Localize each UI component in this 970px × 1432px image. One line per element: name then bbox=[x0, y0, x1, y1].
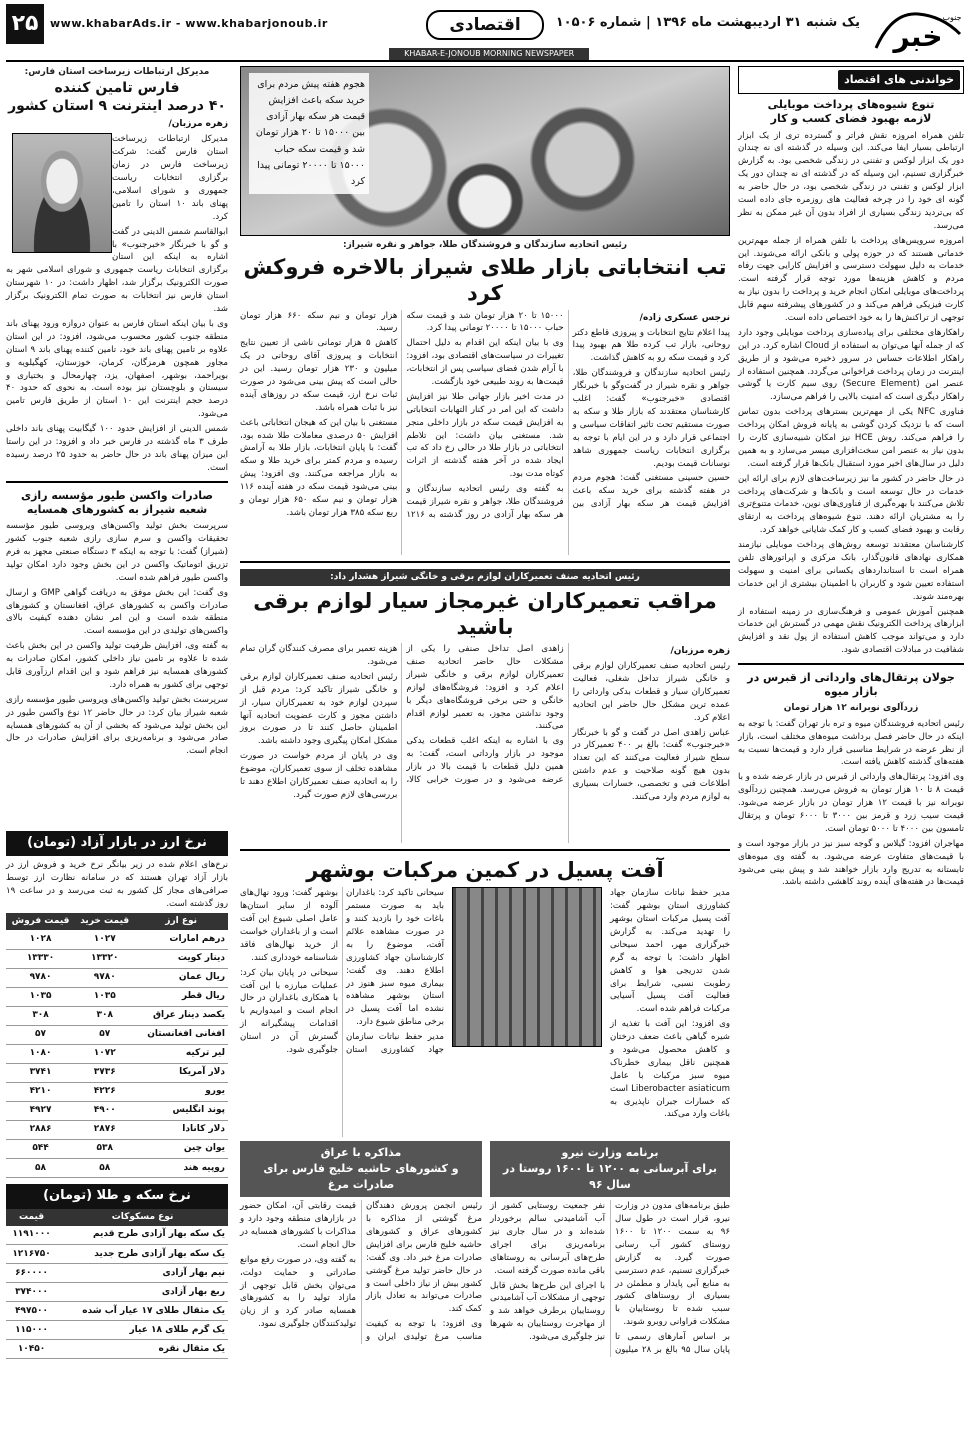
article-headline-line2: برای آبرسانی به ۱۲۰۰ تا ۱۶۰۰ روستا در سال ۹۶ bbox=[503, 1162, 717, 1192]
table-row bbox=[6, 1025, 228, 1044]
table-cell: ۱۳۳۳۰ bbox=[6, 949, 75, 968]
table-header: نوع مسکوکات bbox=[57, 1209, 228, 1226]
table-cell: ۱۱۹۱۰۰۰ bbox=[6, 1226, 57, 1245]
svg-text:جنوب: جنوب bbox=[942, 13, 962, 22]
article-poultry bbox=[240, 1141, 482, 1343]
table-cell: ۵۷ bbox=[75, 1025, 134, 1044]
article-paragraph: وی افزود: با توجه به کیفیت مناسب مرغ تولیدی ایران و قیمت رقابتی آن، امکان حضور در بازارهای منطقه وجود دارد و مذاکرات با کشورهای همسایه در حال انجام است. bbox=[240, 1201, 482, 1343]
divider bbox=[240, 849, 730, 851]
article-paragraph: در حال حاضر در کشور ما نیز زیرساخت‌های لازم برای ارائه این خدمات در حال توسعه است و بانک‌ها و شرکت‌های پرداخت تلاش می‌کنند با بهره‌گیری از فناوری‌های نوین، خدمات متنوع‌تری را به مشتریان ارائه دهند. تنوع شیوه‌های پرداخت به ارتقای رقابت و بهبود فضای کسب و کار کمک شایانی خواهد کرد. bbox=[738, 473, 964, 536]
article-paragraph: حسین حسینی مستغنی گفت: هجوم مردم در هفته گذشته برای خرید سکه باعث افزایش قیمت هر سکه بهار آزادی بین ۱۵۰۰۰ تا ۲۰ هزار تومان شد و قیمت سکه حباب ۱۵۰۰۰ تا ۲۰۰۰۰ تومانی پیدا کرد. bbox=[406, 310, 730, 510]
right-column bbox=[738, 66, 964, 1426]
article-paragraph: وی در پایان از مردم خواست در صورت مشاهده تخلف از سوی تعمیرکاران، موضوع را به اتحادیه صنف تعمیرکاران اطلاع دهند تا بررسی‌های لازم صورت گیرد. bbox=[240, 751, 398, 800]
article-kicker: رئیس اتحادیه سازندگان و فروشندگان طلا، جواهر و نقره شیراز: bbox=[342, 240, 628, 250]
article-paragraph: در مدت اخیر بازار جهانی طلا نیز افزایش داشت که این امر در کنار التهابات انتخاباتی به افزایش قیمت سکه در بازار داخلی منجر شد. مستغنی بیان داشت: این تلاطم انتخاباتی در بازار طلا در حالی رخ داد که تب ایجاد شده در آخر هفته گذشته از اثرات کوتاه مدت بود. bbox=[406, 391, 564, 480]
section-banner-label: خواندنی های اقتصاد bbox=[838, 70, 960, 90]
article-paragraph: سرپرست بخش تولید واکسن‌های ویروسی طیور مؤسسه تحقیقات واکسن و سرم سازی رازی شعبه جنوب کشور (شیراز) گفت: با توجه به اینکه ۳ دستگاه صنعتی مجهز به فرم تزریق اتوماتیک واکسن در این بخش وجود دارد امکان تولید واکسن طیور فراهم شده است. bbox=[6, 521, 228, 583]
article-paragraph: طبق برنامه‌های مدون در وزارت نیرو، قرار است در طول سال ۹۶ به سمت ۱۲۰۰ تا ۱۶۰۰ روستای کشور آب رسانی صورت گیرد. به گزارش خبرگزاری تسنیم، عدم دسترسی به منابع آبی پایدار و مطمئن در بسیاری از روستاهای کشور سبب شده تا روستاییان با مشکلات فراوانی روبرو شوند. bbox=[615, 1201, 730, 1328]
article-headline-box bbox=[240, 1141, 482, 1197]
article-headline: آفت پسیل در کمین مرکبات بوشهر bbox=[306, 858, 664, 883]
table-cell: ۶۶۰۰۰۰ bbox=[6, 1264, 57, 1283]
table-header-row bbox=[6, 1209, 228, 1226]
photo-callout: هجوم هفته پیش مردم برای خرید سکه باعث افزایش قیمت هر سکه بهار آزادی بین ۱۵۰۰۰ تا ۲۰ هزار تومان شد و قیمت سکه حباب ۱۵۰۰۰ تا ۲۰۰۰۰ تومانی پیدا کرد bbox=[249, 73, 369, 194]
table-cell: ۵۴۴ bbox=[6, 1139, 75, 1158]
table-cell: یک مثقال طلای ۱۷ عیار آب شده bbox=[57, 1302, 228, 1321]
article-paragraph: رئیس اتحادیه سازندگان و فروشندگان طلا، جواهر و نقره شیراز در گفت‌وگو با خبرنگار اقتصادی «خبرجنوب» گفت: اغلب کارشناسان معتقدند که بازار طلا و سکه به صورت مستقیم تحت تاثیر اتفاقات سیاسی و اجتماعی قرار دارد و در این ایام با توجه به برگزاری انتخابات ریاست جمهوری شاهد نوسانات قیمت بودیم. bbox=[572, 368, 730, 469]
article-body bbox=[490, 1200, 730, 1357]
article-paragraph: شمس الدینی از افزایش حدود ۱۰۰ گیگابیت پهنای باند داخلی طرف ۳ ماه گذشته در فارس خبر داد و افزود: در این راستا این میزان پهنای باند در حال حاضر به حدود ۲۵ درصد رسیده است. bbox=[6, 424, 229, 473]
table-cell: یک سکه بهار آزادی طرح جدید bbox=[57, 1245, 228, 1264]
table-cell: ۹۷۸۰ bbox=[6, 968, 75, 987]
table-cell: یکصد دینار عراق bbox=[134, 1006, 228, 1025]
table-cell: ۱۰۲۷ bbox=[75, 930, 134, 949]
article-paragraph: پیدا اعلام نتایج انتخابات و پیروزی قاطع دکتر روحانی، بازار تب کرده طلا هم بهبود پیدا کرد و قیمت سکه رو به کاهش گذاشت. bbox=[572, 327, 730, 364]
table-row bbox=[6, 1101, 228, 1120]
table-cell: ۵۳۸ bbox=[75, 1139, 134, 1158]
article-paragraph: عباس زاهدی اصل در گفت و گو با خبرنگار «خبرجنوب» گفت: بالغ بر ۴۰۰ تعمیرکار در سطح شیراز فعالیت می‌کنند که این تعداد بدون هیچ گونه صلاحیت و عدم داشتن اطلاعات فنی و تخصصی، خسارات بسیاری به لوازم مردم وارد می‌کنند. bbox=[572, 727, 730, 803]
table-row bbox=[6, 1063, 228, 1082]
table-cell: ۳۷۳۶ bbox=[75, 1063, 134, 1082]
table-row bbox=[6, 1082, 228, 1101]
section-banner bbox=[738, 66, 964, 94]
table-cell: دلار کانادا bbox=[134, 1120, 228, 1139]
table-cell: روپیه هند bbox=[134, 1159, 228, 1178]
section-title: اقتصادی bbox=[426, 10, 544, 40]
article-paragraph: فناوری NFC یکی از مهم‌ترین بسترهای پرداخت بدون تماس است که با نزدیک کردن گوشی به پایانه فروش امکان پرداخت را فراهم می‌کند. روش HCE نیز امکان شبیه‌سازی کارت را بدون نیاز به عنصر امن سخت‌افزاری میسر می‌سازد و به همین دلیل در سال‌های اخیر مورد استقبال بانک‌ها قرار گرفته است. bbox=[738, 407, 965, 469]
article-headline-box bbox=[490, 1141, 730, 1197]
article-body bbox=[240, 643, 730, 843]
article-energy bbox=[490, 1141, 730, 1355]
table-row bbox=[6, 1044, 228, 1063]
table-cell: ۴۹۰۰ bbox=[75, 1101, 134, 1120]
table-cell: ۱۲۱۶۷۵۰ bbox=[6, 1245, 57, 1264]
table-cell: ۴۹۲۷ bbox=[6, 1101, 75, 1120]
page-number: ۲۵ bbox=[6, 4, 44, 44]
table-cell: ۴۲۱۰ bbox=[6, 1082, 75, 1101]
divider bbox=[6, 481, 228, 483]
byline: نرجس عسکری زاده/ bbox=[639, 312, 730, 323]
table-cell: ۴۹۷۵۰۰ bbox=[6, 1302, 57, 1321]
table-row bbox=[6, 1283, 228, 1302]
table-cell: ۵۸ bbox=[6, 1159, 75, 1178]
official-portrait-photo bbox=[12, 133, 112, 253]
table-cell: ۱۱۵۰۰۰ bbox=[6, 1321, 57, 1340]
newspaper-logo bbox=[872, 4, 964, 58]
table-row bbox=[6, 1226, 228, 1245]
article-paragraph: وی افزود: پرتقال‌های وارداتی از قبرس در بازار عرضه شده و با قیمت ۸ تا ۱۰ هزار تومان به فروش می‌رسد. همچنین زردآلوی نوبرانه نیز با قیمت ۱۲ هزار تومان در بازار عرضه می‌شود. قیمت سیب زرد و قرمز بین ۳۰۰۰ تا ۶۰۰۰ تومان و پرتقال تامسون بین ۴۰۰۰ تا ۵۰۰۰ تومان است. bbox=[738, 772, 965, 834]
bottom-articles bbox=[240, 1141, 730, 1355]
divider bbox=[240, 561, 730, 563]
article-paragraph: وی افزود: این آفت با تغذیه از شیره گیاهی باعث ضعف درختان و کاهش محصول می‌شود و همچنین ناقل بیماری خطرناک میوه سبز مرکبات با عامل Liberobacter asiaticum است که خسارات جبران ناپذیری به باغات وارد می‌کند. bbox=[610, 1019, 730, 1120]
table-cell: ۱۰۳۵ bbox=[75, 987, 134, 1006]
middle-column bbox=[240, 66, 730, 1426]
article-paragraph: رئیس اتحادیه صنف تعمیرکاران لوازم برقی و خانگی شیراز تاکید کرد: مردم قبل از سپردن لوازم خود به تعمیرکاران سیار، از داشتن مجوز و کارت عضویت اتحادیه آنها اطمینان حاصل کنند تا در صورت بروز مشکل امکان پیگیری وجود داشته باشد. bbox=[240, 671, 398, 747]
article-paragraph: امروزه سرویس‌های پرداخت با تلفن همراه از جمله مهم‌ترین خدماتی هستند که در حوزه پولی و بانکی ارائه می‌شوند. این خدمات به دلیل سهولت دسترسی و افزایش کارایی جهت رفاه مردم و کاهش هزینه‌ها مورد توجه قرار گرفته است. پرداخت‌های موبایلی امکان انجام خرید و پرداخت را بدون نیاز به کارت فیزیکی فراهم می‌کند و در کشورهای پیشرفته سهم قابل توجهی از تراکنش‌ها را به خود اختصاص داده است. bbox=[738, 235, 964, 323]
article-body bbox=[240, 310, 730, 555]
article-paragraph: با اجرای این طرح‌ها بخش قابل توجهی از مشکلات آب آشامیدنی روستاییان برطرف خواهد شد و از مهاجرت روستاییان به شهرها نیز جلوگیری می‌شود. bbox=[490, 1280, 605, 1343]
table-cell: ۳۷۴۰۰۰ bbox=[6, 1283, 57, 1302]
table-row bbox=[6, 987, 228, 1006]
table-cell: ۵۷ bbox=[6, 1025, 75, 1044]
article-paragraph: بر اساس آمارهای رسمی تا پایان سال ۹۵ بالغ بر ۲۸ میلیون نفر جمعیت روستایی کشور از آب آشامیدنی سالم برخوردار شده‌اند و در سال جاری نیز برنامه‌ریزی برای اجرای طرح‌های آبرسانی به روستاهای باقی مانده صورت گرفته است. bbox=[490, 1201, 730, 1355]
article-title: جولان پرتقال‌های وارداتی از قبرس در بازار میوه bbox=[747, 671, 955, 699]
table-cell: یورو bbox=[134, 1082, 228, 1101]
table-cell: ۱۰۳۵ bbox=[6, 987, 75, 1006]
article-side-text bbox=[610, 887, 730, 1137]
article-paragraph: کارشناسان معتقدند توسعه روش‌های پرداخت موبایلی نیازمند همکاری نهادهای قانون‌گذار، بانک مرکزی و اپراتورهای تلفن همراه است تا استانداردهای یکسانی برای امنیت و سهولت استفاده تعیین شود و کاربران با اطمینان بیشتری از این خدمات بهره‌مند شوند. bbox=[738, 540, 964, 602]
article-paragraph: وی با اشاره به اینکه اغلب قطعات یدکی موجود در بازار وارداتی است، گفت: به همین دلیل قطعات با قیمت بالا در بازار عرضه می‌شود و در صورت خرابی کالا، هزینه تعمیر برای مصرف کنندگان گران تمام می‌شود. bbox=[240, 644, 564, 785]
article-body bbox=[240, 887, 444, 1137]
table-cell: ۹۷۸۰ bbox=[75, 968, 134, 987]
article-headline: تب انتخاباتی بازار طلای شیراز بالاخره فروکش کرد bbox=[243, 255, 727, 306]
byline: زهره مرزبان/ bbox=[670, 646, 730, 657]
table-cell: ۳۷۴۱ bbox=[6, 1063, 75, 1082]
table-row bbox=[6, 930, 228, 949]
table-cell: ۱۰۷۲ bbox=[75, 1044, 134, 1063]
website-urls[interactable]: www.khabarAds.ir - www.khabarjonoub.ir bbox=[50, 17, 328, 30]
table-cell: ۲۸۷۶ bbox=[75, 1120, 134, 1139]
article-title-line2: لازمه بهبود فضای کسب و کار bbox=[770, 112, 932, 126]
article-kicker: مدیرکل ارتباطات زیرساخت استان فارس: bbox=[24, 67, 210, 77]
article-block bbox=[240, 887, 730, 1137]
table-cell: ۳۰۸ bbox=[6, 1006, 75, 1025]
table-header: قیمت فروش bbox=[6, 913, 75, 930]
article-body bbox=[240, 1200, 482, 1344]
article-paragraph: راهکارهای مختلفی برای پیاده‌سازی پرداخت موبایلی وجود دارد که از جمله آنها می‌توان به استفاده از Cloud اشاره کرد. در این راهکار اطلاعات حساس در سرور ذخیره می‌شود و از طریق اینترنت در زمان پرداخت فراخوانی می‌گردد. همچنین استفاده از عنصر امن (Secure Element) روی سیم کارت یا گوشی راهکار دیگری است که امنیت بالایی را فراهم می‌سازد. bbox=[738, 327, 965, 403]
byline: زهره مرزبان/ bbox=[168, 119, 228, 130]
table-cell: افغانی افغانستان bbox=[134, 1025, 228, 1044]
gold-coins-photo bbox=[240, 66, 730, 236]
table-row bbox=[6, 1006, 228, 1025]
article-paragraph: رئیس اتحادیه فروشندگان میوه و تره بار تهران گفت: با توجه به اینکه در حال حاضر فصل برداشت میوه‌های مختلف است، بازار از نظر عرضه در شرایط مناسبی قرار دارد و قیمت‌ها نسبت به هفته‌های گذشته کاهش یافته است. bbox=[738, 718, 964, 768]
table-cell: ربع بهار آزادی bbox=[57, 1283, 228, 1302]
table-row bbox=[6, 949, 228, 968]
article-subtitle: زردآلوی نوبرانه ۱۲ هزار تومان bbox=[783, 702, 919, 713]
article-headline-line1: برنامه وزارت نیرو bbox=[561, 1146, 659, 1160]
article-paragraph: مدیر حفظ نباتات سازمان جهاد کشاورزی استان بوشهر گفت: ورود نهال‌های آلوده از سایر استان‌ها عامل اصلی شیوع این آفت است و از باغداران خواست از خرید نهال‌های فاقد شناسنامه خودداری کنند. bbox=[240, 888, 444, 1056]
divider bbox=[738, 663, 964, 665]
article-title: تنوع شیوه‌های پرداخت موبایلی bbox=[767, 97, 935, 111]
article-paragraph: به گفته وی، افزایش ظرفیت تولید واکسن در این بخش باعث شده تا علاوه بر تامین نیاز داخلی کشور، امکان صادرات به کشورهای همسایه نیز فراهم شود و این اقدام ارزآوری قابل توجهی برای کشور به همراه دارد. bbox=[6, 641, 228, 690]
table-cell: ۱۰۴۵۰ bbox=[6, 1340, 57, 1359]
table-row bbox=[6, 1340, 228, 1359]
article-paragraph: رئیس اتحادیه صنف تعمیرکاران لوازم برقی و خانگی شیراز تداخل شغلی، فعالیت تعمیرکاران سیار و قطعات بدکی وارداتی را عمده ترین مشکل حال حاضر این اتحادیه اعلام کرد. bbox=[572, 661, 730, 723]
table-row bbox=[6, 1264, 228, 1283]
table-cell: ۲۸۸۶ bbox=[6, 1120, 75, 1139]
table-header: قیمت bbox=[6, 1209, 57, 1226]
currency-table-title: نرخ ارز در بازار آزاد (تومان) bbox=[6, 831, 228, 856]
table-cell: لیر ترکیه bbox=[134, 1044, 228, 1063]
table-cell: یوان چین bbox=[134, 1139, 228, 1158]
masthead bbox=[6, 4, 964, 62]
article-paragraph: تلفن همراه امروزه نقش فراتر و گسترده تری از یک ابزار ارتباطی بسیار ایفا می‌کند. این وسیله در گذشته ای نه چندان دور یک ابزار لوکس و تفننی در زندگی شخصی بود. به گزارش خبرگزاری تسنیم، این وسیله که در گذشته ای نه چندان دور یک ابزار لوکس و تفننی در زندگی شخصی بود، در حال حاضر به گونه ای خود را در چرخه فعالیت های روزمره جای داده است که بی‌تردید زندگی بسیاری از افراد بدون آن غیر ممکن به نظر می‌رسد. bbox=[738, 130, 964, 231]
article-paragraph: مهاجران افزود: گیلاس و گوجه سبز نیز در بازار موجود است و با قیمت‌های متفاوت عرضه می‌شود. به گفته وی میوه‌های تابستانه به تدریج وارد بازار خواهند شد و پیش بینی می‌شود قیمت‌ها در هفته‌های آینده روند کاهشی داشته باشد. bbox=[738, 838, 964, 888]
table-cell: ریال قطر bbox=[134, 987, 228, 1006]
article-headline: مراقب تعمیرکاران غیرمجاز سیار لوازم برقی باشید bbox=[253, 588, 717, 639]
currency-table-body bbox=[6, 930, 228, 1177]
article-paragraph: سرپرست بخش تولید واکسن‌های ویروسی طیور مؤسسه رازی شعبه شیراز بیان کرد: در حال حاضر ۱۲ نوع واکسن طیور در این بخش تولید می‌شود که بخشی از آن به کشورهای همسایه صادر می‌شود و برنامه‌ریزی برای افزایش صادرات در حال انجام است. bbox=[6, 694, 228, 757]
coin-table-body bbox=[6, 1226, 228, 1359]
article-paragraph: ابوالقاسم شمس الدینی در گفت و گو با خبرنگار «خبرجنوب» با اشاره به اینکه این استان برگزاری انتخابات ریاست جمهوری و شورای اسلامی شهر به صورت الکترونیک برگزار شد، اظهار داشت: در ۱۰ شهرستان استان فارس نیز انتخابات به صورت تمام الکترونیک برگزار شد. bbox=[6, 226, 229, 315]
table-cell: دینار کویت bbox=[134, 949, 228, 968]
article-paragraph: رئیس انجمن پرورش دهندگان مرغ گوشتی از مذاکره با کشورهای عراق و کشورهای حاشیه خلیج فارس برای افزایش صادرات مرغ خبر داد. وی گفت: در حال حاضر تولید مرغ گوشتی کشور بیش از نیاز داخلی است و صادرات می‌تواند به تعادل بازار کمک کند. bbox=[366, 1201, 482, 1315]
currency-table-note: نرخ‌های اعلام شده در زیر بیانگر نرخ خرید و فروش ارز در بازار آزاد تهران هستند که در سامانه نظارت ارز توسط صرافی‌های مجاز کل کشور به ثبت می‌رسد و در ساعت ۱۹ روز گذشته است. bbox=[6, 859, 228, 909]
table-row bbox=[6, 1139, 228, 1158]
currency-rates-box bbox=[6, 831, 228, 1359]
article-paragraph: همچنین آموزش عمومی و فرهنگ‌سازی در زمینه استفاده از ابزارهای پرداخت الکترونیک نقش مهمی در گسترش این خدمات دارد و می‌تواند موجب کاهش استفاده از پول نقد و افزایش شفافیت در مبادلات اقتصادی شود. bbox=[738, 606, 964, 656]
table-cell: دلار آمریکا bbox=[134, 1063, 228, 1082]
table-cell: ریال عمان bbox=[134, 968, 228, 987]
table-cell: درهم امارات bbox=[134, 930, 228, 949]
currency-table bbox=[6, 913, 228, 1178]
left-column bbox=[6, 66, 228, 1426]
article-title-line2: ۴۰ درصد اینترنت ۹ استان کشور bbox=[8, 98, 226, 115]
article-paragraph: مستغنی با بیان این که هیجان انتخاباتی باعث افزایش ۵۰ درصدی معاملات طلا شده بود، گفت: با پایان انتخابات، بازار طلا به آرامش رسیده و مردم کمتر برای خرید طلا و سکه به بازار مراجعه می‌کنند. وی افزود: پیش بینی می‌شود قیمت سکه در هفته آینده ۱۱۶ هزار تومان و نیم سکه ۶۵۰ هزار تومان و ربع سکه ۳۸۵ هزار تومان باشد. bbox=[240, 417, 398, 518]
table-header: قیمت خرید bbox=[75, 913, 134, 930]
article-paragraph: مدیر حفظ نباتات سازمان جهاد کشاورزی استان بوشهر گفت: آفت پسیل مرکبات استان بوشهر را تهدید می‌کند. به گزارش خبرگزاری مهر، احمد سیحانی اظهار داشت: با توجه به گرم شدن تدریجی هوا و کاهش رطوبت نسبی، شرایط برای فعالیت آفت پسیل آسیایی مرکبات فراهم شده است. bbox=[610, 888, 730, 1015]
issue-date-number: یک شنبه ۳۱ اردیبهشت ماه ۱۳۹۶ | شماره ۱۰۵۰۶ bbox=[555, 15, 860, 30]
article-paragraph: به گفته وی رئیس اتحادیه سازندگان و فروشندگان طلا، جواهر و نقره شیراز قیمت هر سکه بهار آزادی در روز گذشته به ۱۲۱۶ هزار تومان و نیم سکه ۶۶۰ هزار تومان رسید. bbox=[240, 310, 564, 520]
article-paragraph: وی گفت: این بخش موفق به دریافت گواهی GMP و ارسال صادرات واکسن به کشورهای عراق، افغانستان و کشورهای منطقه شده است و این امر نشان دهنده کیفیت بالای واکسن‌های تولیدی در این مؤسسه است. bbox=[6, 587, 228, 637]
article-paragraph: وی با بیان اینکه این اقدام به دلیل احتمال تغییرات در سیاست‌های اقتصادی بود، افزود: با آرام شدن فضای سیاسی پس از انتخابات، قیمت‌ها به روند طبیعی خود بازگشت. bbox=[406, 338, 564, 387]
article-paragraph: زاهدی اصل تداخل صنفی را یکی از مشکلات حال حاضر اتحادیه صنف تعمیرکاران لوازم برقی و خانگی شیراز اعلام کرد و افزود: فروشگاه‌های لوازم خانگی و حتی برخی فروشگاه‌های دیگر با وجود نداشتن مجوز، به تعمیر لوازم اقدام می‌کنند. bbox=[406, 644, 564, 732]
article-paragraph: مدیرکل ارتباطات زیرساخت استان فارس گفت: شرکت زیرساخت فارس در زمان برگزاری انتخابات ریاست جمهوری و شورای اسلامی، پهنای باند ۱۰ استان را تامین کرد. bbox=[112, 134, 229, 222]
article-title: صادرات واکسن طیور مؤسسه رازی شعبه شیراز به کشورهای همسایه bbox=[21, 488, 213, 516]
table-cell: یک مثقال نقره bbox=[57, 1340, 228, 1359]
table-header-row bbox=[6, 913, 228, 930]
citrus-orchard-photo bbox=[452, 887, 602, 1047]
article-kicker: رئیس اتحادیه صنف تعمیرکاران لوازم برقی و خانگی شیراز هشدار داد: bbox=[240, 569, 730, 586]
table-cell: ۴۲۲۶ bbox=[75, 1082, 134, 1101]
table-row bbox=[6, 968, 228, 987]
table-header: نوع ارز bbox=[134, 913, 228, 930]
article-headline-line1: مذاکره با عراق bbox=[320, 1146, 402, 1160]
article-paragraph: سیحانی تاکید کرد: باغداران باید به صورت مستمر باغات خود را بازدید کنند و در صورت مشاهده علائم آفت، موضوع را به کارشناسان جهاد کشاورزی اطلاع دهند. وی گفت: بیماری میوه سبز هنوز در استان بوشهر مشاهده نشده اما آفت پسیل در برخی مناطق شیوع دارد. bbox=[346, 888, 444, 1028]
article-paragraph: به گفته وی، در صورت رفع موانع صادراتی و حمایت دولت، می‌توان بخش قابل توجهی از مازاد تولید را به کشورهای همسایه صادر کرد و از زیان تولیدکنندگان جلوگیری نمود. bbox=[240, 1254, 356, 1330]
svg-text:خبر: خبر bbox=[893, 20, 943, 53]
article-headline-line2: و کشورهای حاشیه خلیج فارس برای صادرات مرغ bbox=[263, 1162, 459, 1192]
table-cell: ۱۰۸۰ bbox=[6, 1044, 75, 1063]
newspaper-subtitle: KHABAR-E-JONOUB MORNING NEWSPAPER bbox=[389, 48, 589, 60]
table-row bbox=[6, 1321, 228, 1340]
coin-table-title: نرخ سکه و طلا (تومان) bbox=[6, 1184, 228, 1209]
table-row bbox=[6, 1245, 228, 1264]
article-paragraph: وی با بیان اینکه استان فارس به عنوان دروازه ورود پهنای باند منطقه جنوب کشور محسوب می‌شود، افزود: در این استان علاوه بر تامین پهنای باند خود، تامین کننده پهنای باند ۹ استان مجاور همچون هرمزگان، کرمان، خوزستان، کهگیلویه و بویراحمد، بوشهر، اصفهان، یزد، چهارمحال و بختیاری و سیستان و بلوچستان نیز بوده است. به نحوی که حدود ۴۰ درصد حجم اینترنت این ۱۰ استان از طریق فارس تامین می‌شود. bbox=[6, 318, 228, 420]
table-row bbox=[6, 1159, 228, 1178]
table-row bbox=[6, 1120, 228, 1139]
table-cell: نیم بهار آزادی bbox=[57, 1264, 228, 1283]
table-cell: یک سکه بهار آزادی طرح قدیم bbox=[57, 1226, 228, 1245]
table-row bbox=[6, 1302, 228, 1321]
article-title: فارس تامین کننده bbox=[54, 80, 180, 97]
table-cell: ۵۸ bbox=[75, 1159, 134, 1178]
table-cell: پوند انگلیس bbox=[134, 1101, 228, 1120]
table-cell: ۳۰۸ bbox=[75, 1006, 134, 1025]
table-cell: ۱۰۲۸ bbox=[6, 930, 75, 949]
article-paragraph: سیحانی در پایان بیان کرد: عملیات مبارزه با این آفت با همکاری باغداران در حال انجام است و امیدواریم با اقدامات پیشگیرانه از گسترش آن در استان جلوگیری شود. bbox=[240, 967, 338, 1056]
coin-table bbox=[6, 1209, 228, 1359]
table-cell: ۱۳۳۲۰ bbox=[75, 949, 134, 968]
table-cell: یک گرم طلای ۱۸ عیار bbox=[57, 1321, 228, 1340]
article-paragraph: کاهش ۵ هزار تومانی ناشی از تعیین نتایج انتخابات و پیروزی آقای روحانی در یک میلیون و ۲۳۰ هزار تومان رسید. این در حالی است که پیش بینی می‌شود در صورت ثبات نرخ ارز، قیمت سکه در روزهای آینده نیز با ثبات همراه باشد. bbox=[240, 338, 398, 413]
